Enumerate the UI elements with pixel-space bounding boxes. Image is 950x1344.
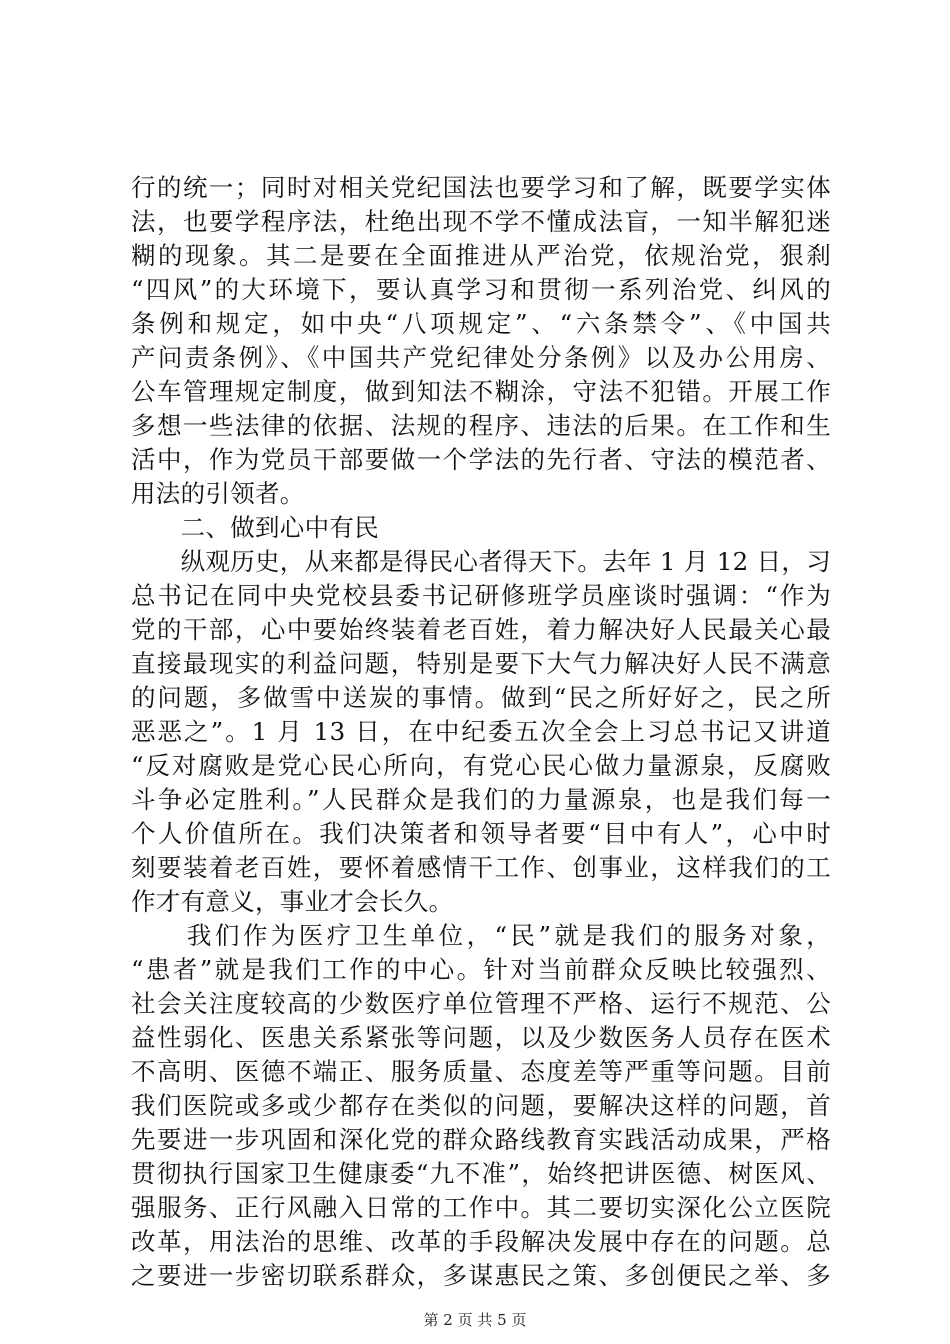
text-line-24: “患者”就是我们工作的中心。针对当前群众反映比较强烈、 bbox=[131, 955, 831, 984]
text-line-17: 恶恶之”。1 月 13 日，在中纪委五次全会上习总书记又讲道 bbox=[131, 717, 831, 746]
text-line-18: “反对腐败是党心民心所向，有党心民心做力量源泉，反腐败 bbox=[131, 751, 831, 780]
text-line-14: 党的干部，心中要始终装着老百姓，着力解决好人民最关心最 bbox=[131, 615, 831, 644]
text-line-32: 改革，用法治的思维、改革的手段解决发展中存在的问题。总 bbox=[131, 1227, 831, 1256]
text-line-8: 多想一些法律的依据、法规的程序、违法的后果。在工作和生 bbox=[131, 411, 831, 440]
text-line-10: 用法的引领者。 bbox=[131, 479, 305, 508]
text-line-33: 之要进一步密切联系群众，多谋惠民之策、多创便民之举、多 bbox=[131, 1261, 831, 1290]
text-line-20: 个人价值所在。我们决策者和领导者要“目中有人”，心中时 bbox=[131, 819, 831, 848]
text-line-5: 条例和规定，如中央“八项规定”、“六条禁令”、《中国共 bbox=[131, 309, 831, 338]
text-line-12: 纵观历史，从来都是得民心者得天下。去年 1 月 12 日，习 bbox=[131, 547, 832, 576]
text-line-16: 的问题，多做雪中送炭的事情。做到“民之所好好之，民之所 bbox=[131, 683, 831, 712]
text-line-29: 先要进一步巩固和深化党的群众路线教育实践活动成果，严格 bbox=[131, 1125, 831, 1154]
text-line-15: 直接最现实的利益问题，特别是要下大气力解决好人民不满意 bbox=[131, 649, 831, 678]
text-line-27: 不高明、医德不端正、服务质量、态度差等严重等问题。目前 bbox=[131, 1057, 831, 1086]
text-line-4: “四风”的大环境下，要认真学习和贯彻一系列治党、纠风的 bbox=[131, 275, 831, 304]
text-line-1: 行的统一；同时对相关党纪国法也要学习和了解，既要学实体 bbox=[131, 173, 831, 202]
text-line-19: 斗争必定胜利。”人民群众是我们的力量源泉，也是我们每一 bbox=[131, 785, 831, 814]
text-line-30: 贯彻执行国家卫生健康委“九不准”，始终把讲医德、树医风、 bbox=[131, 1159, 831, 1188]
text-line-25: 社会关注度较高的少数医疗单位管理不严格、运行不规范、公 bbox=[131, 989, 831, 1018]
text-line-9: 活中，作为党员干部要做一个学法的先行者、守法的模范者、 bbox=[131, 445, 831, 474]
text-line-22: 作才有意义，事业才会长久。 bbox=[131, 887, 454, 916]
section-heading: 二、做到心中有民 bbox=[131, 513, 379, 542]
text-line-3: 糊的现象。其二是要在全面推进从严治党，依规治党，狠刹 bbox=[131, 241, 831, 270]
text-line-28: 我们医院或多或少都存在类似的问题，要解决这样的问题，首 bbox=[131, 1091, 831, 1120]
text-line-7: 公车管理规定制度，做到知法不糊涂，守法不犯错。开展工作 bbox=[131, 377, 831, 406]
page-footer: 第 2 页 共 5 页 bbox=[423, 1311, 527, 1329]
text-line-2: 法，也要学程序法，杜绝出现不学不懂成法盲，一知半解犯迷 bbox=[131, 207, 831, 236]
text-line-31: 强服务、正行风融入日常的工作中。其二要切实深化公立医院 bbox=[131, 1193, 831, 1222]
text-line-26: 益性弱化、医患关系紧张等问题，以及少数医务人员存在医术 bbox=[131, 1023, 831, 1052]
text-line-6: 产问责条例》、《中国共产党纪律处分条例》以及办公用房、 bbox=[131, 343, 831, 372]
text-line-23: 我们作为医疗卫生单位，“民”就是我们的服务对象， bbox=[131, 921, 831, 950]
text-line-13: 总书记在同中央党校县委书记研修班学员座谈时强调：“作为 bbox=[131, 581, 831, 610]
text-line-21: 刻要装着老百姓，要怀着感情干工作、创事业，这样我们的工 bbox=[131, 853, 831, 882]
